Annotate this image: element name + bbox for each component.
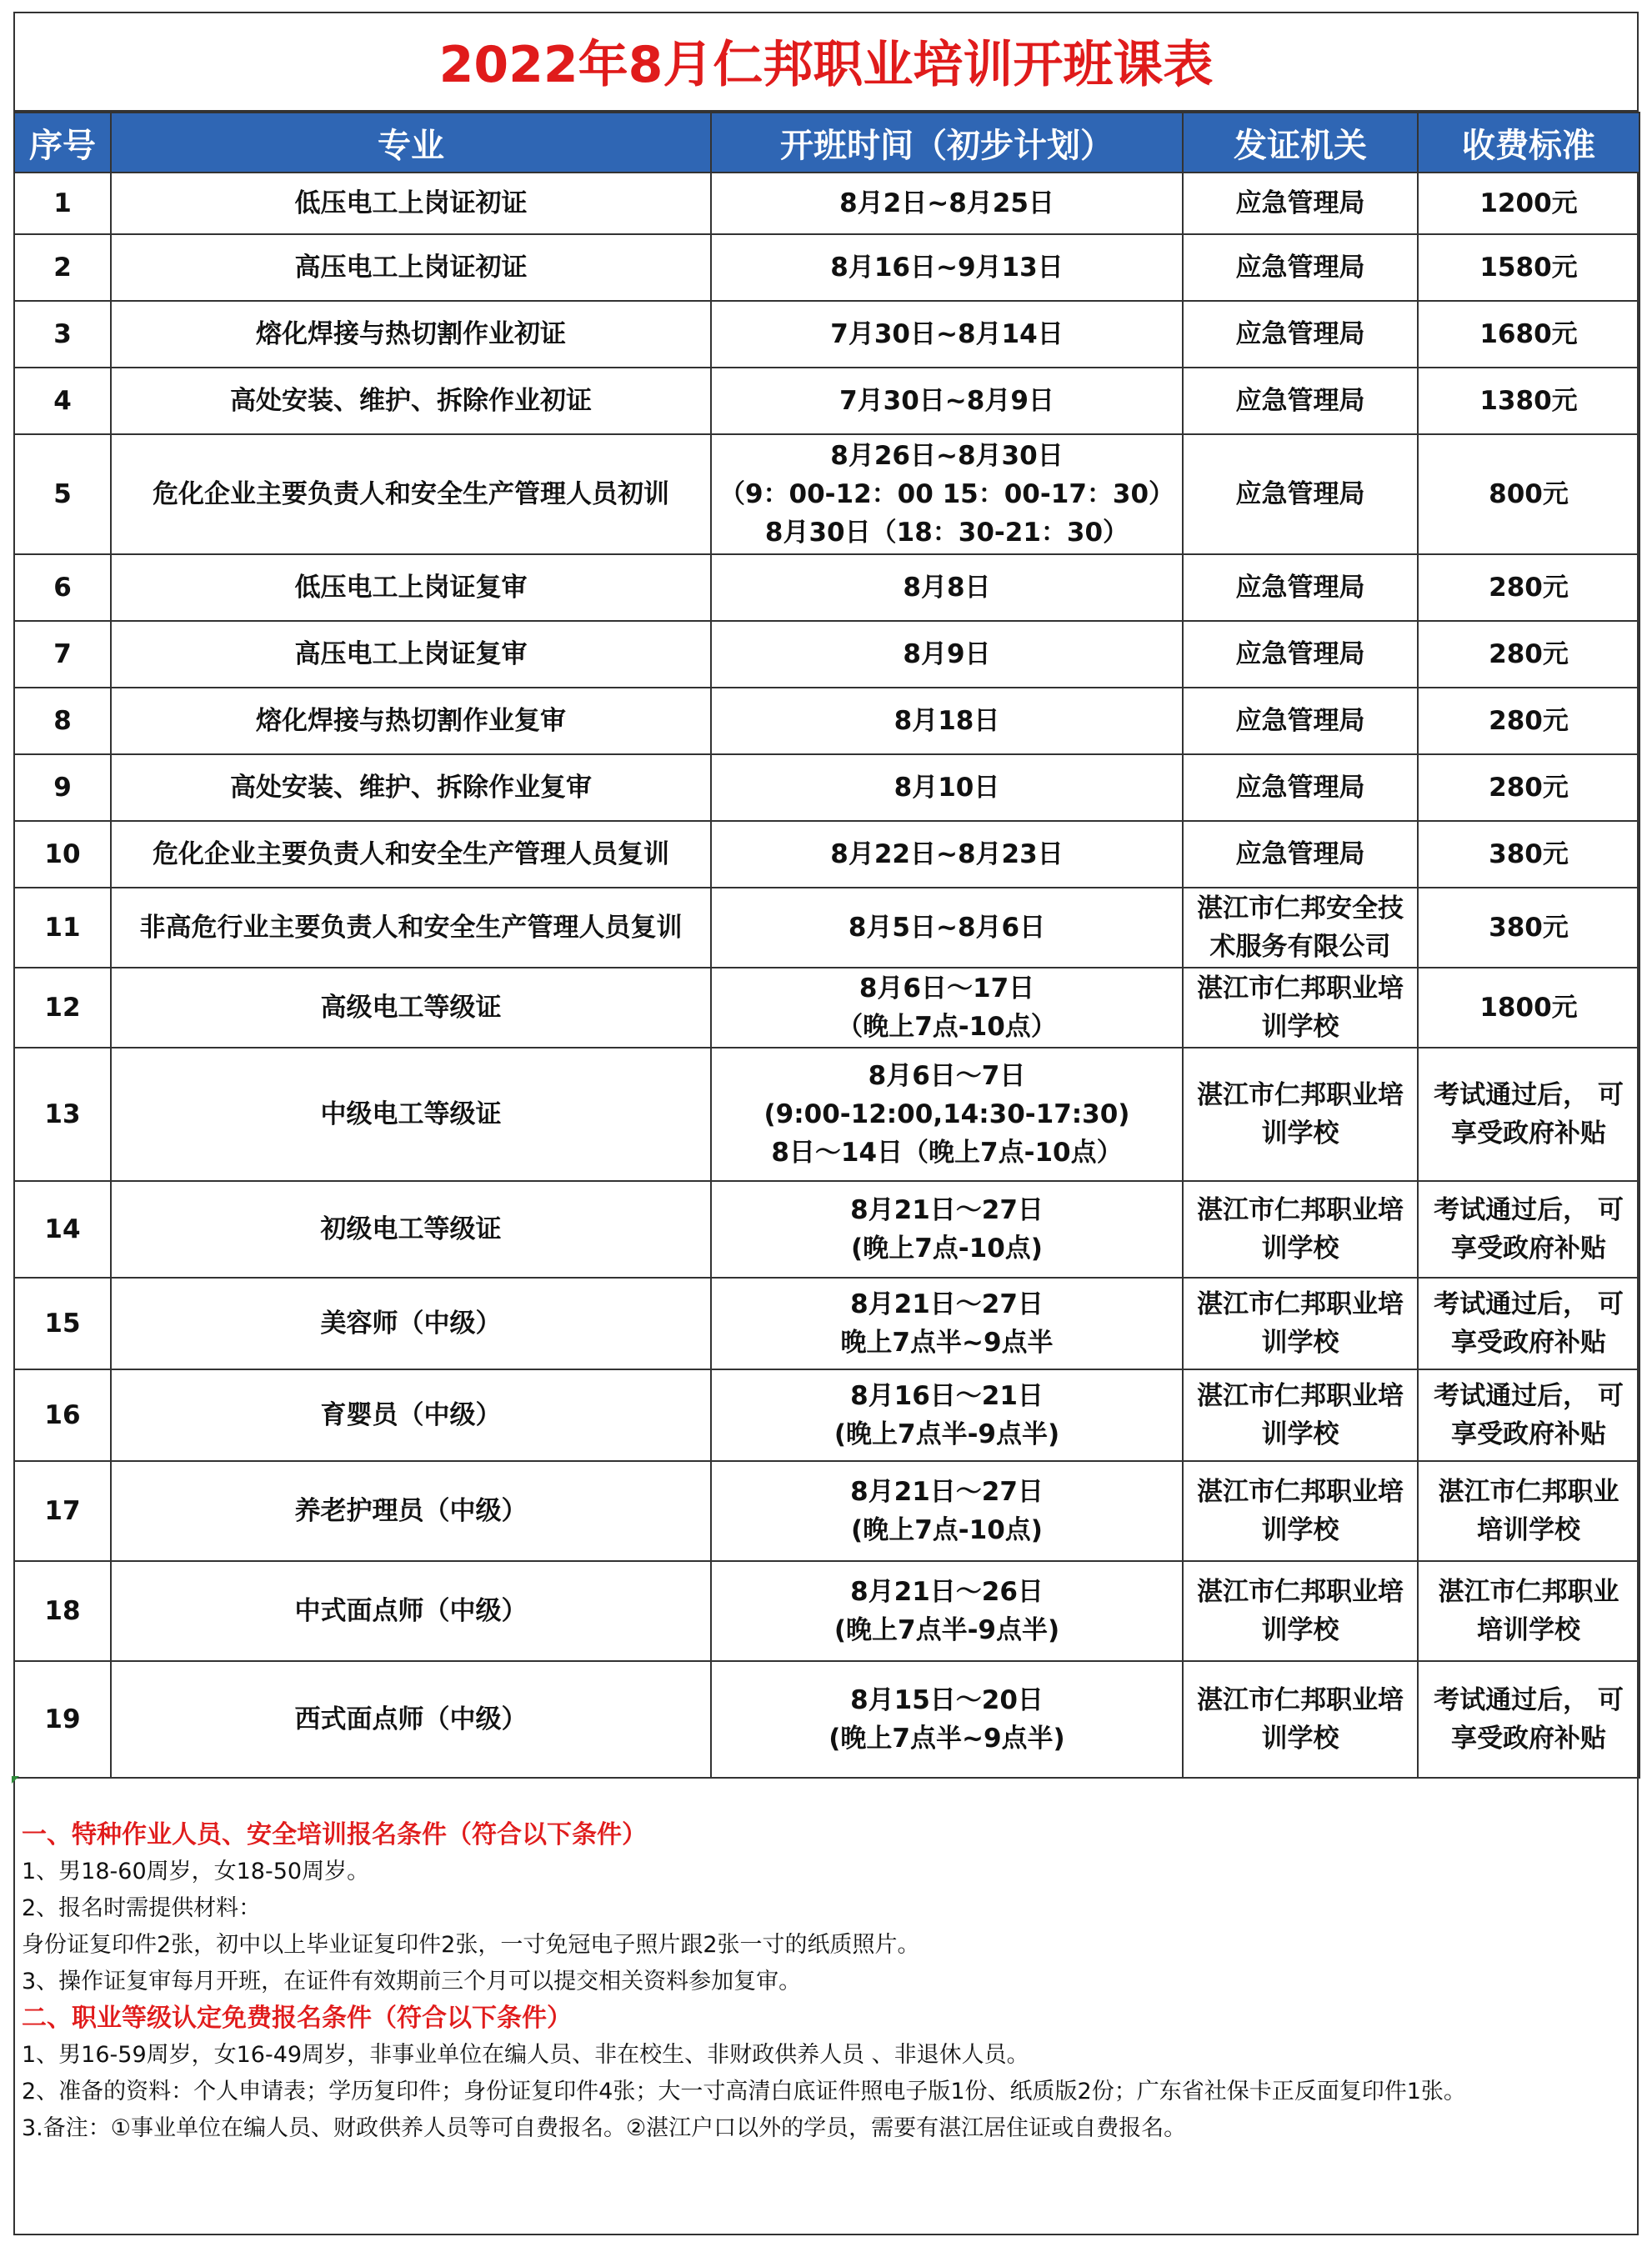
cell-fee: [1418, 1461, 1639, 1561]
cell-authority: [1183, 1369, 1418, 1461]
cell-authority-line: 应急管理局: [1235, 479, 1365, 509]
cell-authority-line: 应急管理局: [1235, 319, 1365, 349]
cell-index: 17: [14, 1461, 111, 1561]
cell-schedule-line: 8月6日～7日: [868, 1061, 1026, 1091]
cell-major: 中式面点师（中级）: [111, 1561, 711, 1661]
page-title: 2022年8月仁邦职业培训开班课表: [13, 12, 1639, 112]
cell-authority-line: 训学校: [1261, 1419, 1339, 1449]
cell-fee: [1418, 688, 1639, 754]
cell-authority: [1183, 1461, 1418, 1561]
cell-index: 2: [14, 234, 111, 301]
cell-index: 16: [14, 1369, 111, 1461]
cell-major: 熔化焊接与热切割作业复审: [111, 688, 711, 754]
cell-fee-line: 380元: [1489, 913, 1569, 943]
notes-section: [13, 1817, 1639, 2147]
cell-fee: [1418, 234, 1639, 301]
cell-authority-line: 训学校: [1261, 1118, 1339, 1149]
cell-index: 6: [14, 554, 111, 621]
cell-schedule-line: 8月26日~8月30日: [830, 441, 1064, 471]
cell-authority: [1183, 173, 1418, 234]
cell-schedule-line: (晚上7点半~9点半): [829, 1724, 1065, 1754]
cell-authority: [1183, 1561, 1418, 1661]
cell-schedule: [711, 554, 1183, 621]
cell-authority-line: 应急管理局: [1235, 253, 1365, 283]
cell-index: 11: [14, 888, 111, 968]
cell-schedule: [711, 688, 1183, 754]
cell-major: 高处安装、维护、拆除作业初证: [111, 368, 711, 434]
cell-major: 低压电工上岗证初证: [111, 173, 711, 234]
cell-index: 15: [14, 1278, 111, 1369]
cell-authority: [1183, 554, 1418, 621]
cell-authority: [1183, 621, 1418, 688]
cell-authority-line: 湛江市仁邦职业培: [1197, 1477, 1404, 1507]
cell-major: 低压电工上岗证复审: [111, 554, 711, 621]
table-row: [14, 368, 1639, 434]
cell-authority: [1183, 888, 1418, 968]
cell-authority-line: 训学校: [1261, 1615, 1339, 1645]
cell-authority-line: 应急管理局: [1235, 386, 1365, 416]
table-row: [14, 434, 1639, 554]
cell-schedule: [711, 1461, 1183, 1561]
cell-index: 18: [14, 1561, 111, 1661]
cell-schedule: [711, 1661, 1183, 1778]
cell-authority: [1183, 1278, 1418, 1369]
cell-major: 高压电工上岗证初证: [111, 234, 711, 301]
cell-index: 13: [14, 1048, 111, 1181]
header-schedule: 开班时间（初步计划）: [711, 113, 1183, 173]
cell-fee-line: 享受政府补贴: [1451, 1724, 1606, 1754]
notes-item: 身份证复印件2张，初中以上毕业证复印件2张，一寸免冠电子照片跟2张一寸的纸质照片。: [22, 1932, 920, 1958]
cell-fee-line: 800元: [1489, 479, 1569, 509]
cell-fee-line: 考试通过后， 可: [1434, 1289, 1624, 1319]
cell-fee: [1418, 368, 1639, 434]
table-row: [14, 1661, 1639, 1778]
cell-authority-line: 应急管理局: [1235, 188, 1365, 218]
cell-schedule: [711, 1369, 1183, 1461]
cell-fee: [1418, 301, 1639, 368]
cell-major: 养老护理员（中级）: [111, 1461, 711, 1561]
cell-authority: [1183, 368, 1418, 434]
cell-schedule-line: （晚上7点-10点）: [837, 1012, 1057, 1042]
cell-index: 9: [14, 754, 111, 821]
cell-schedule-line: 8日～14日（晚上7点-10点）: [771, 1138, 1123, 1168]
cell-authority-line: 术服务有限公司: [1209, 932, 1391, 962]
cell-index: 19: [14, 1661, 111, 1778]
cell-schedule-line: (晚上7点-10点): [851, 1234, 1043, 1264]
table-row: [14, 888, 1639, 968]
cell-fee: [1418, 173, 1639, 234]
table-row: [14, 621, 1639, 688]
cell-schedule: [711, 888, 1183, 968]
cell-authority: [1183, 1048, 1418, 1181]
cell-fee: [1418, 621, 1639, 688]
cell-schedule-line: 8月21日～27日: [850, 1195, 1044, 1225]
cell-schedule-line: 8月6日～17日: [859, 973, 1035, 1003]
cell-authority-line: 训学校: [1261, 1724, 1339, 1754]
cell-fee-line: 享受政府补贴: [1451, 1234, 1606, 1264]
cell-fee: [1418, 1278, 1639, 1369]
cell-fee-line: 培训学校: [1477, 1515, 1580, 1545]
cell-authority: [1183, 1181, 1418, 1278]
cell-fee-line: 培训学校: [1477, 1615, 1580, 1645]
cell-schedule: [711, 968, 1183, 1048]
cell-schedule-line: 8月21日～26日: [850, 1577, 1044, 1607]
cell-major: 西式面点师（中级）: [111, 1661, 711, 1778]
cell-index: 4: [14, 368, 111, 434]
cell-authority-line: 训学校: [1261, 1515, 1339, 1545]
cell-authority-line: 应急管理局: [1235, 706, 1365, 736]
cell-fee: [1418, 888, 1639, 968]
cell-index: 5: [14, 434, 111, 554]
header-major: 专业: [111, 113, 711, 173]
cell-schedule-line: 8月16日~9月13日: [830, 253, 1064, 283]
cell-major: 高压电工上岗证复审: [111, 621, 711, 688]
cell-authority-line: 湛江市仁邦职业培: [1197, 973, 1404, 1003]
cell-authority: [1183, 434, 1418, 554]
cell-schedule-line: 8月30日（18：30-21：30）: [764, 518, 1129, 548]
notes-item: 3.备注：①事业单位在编人员、财政供养人员等可自费报名。②湛江户口以外的学员，需要有湛江居住证或自费报名。: [22, 2115, 1187, 2141]
cell-schedule: [711, 434, 1183, 554]
cell-authority-line: 应急管理局: [1235, 839, 1365, 869]
cell-authority-line: 训学校: [1261, 1328, 1339, 1358]
cell-major: 中级电工等级证: [111, 1048, 711, 1181]
notes-section1-title: 一、特种作业人员、安全培训报名条件（符合以下条件）: [22, 1820, 647, 1849]
header-fee: 收费标准: [1418, 113, 1639, 173]
cell-authority-line: 应急管理局: [1235, 573, 1365, 603]
table-body: [14, 173, 1639, 1778]
cell-index: 8: [14, 688, 111, 754]
cell-authority: [1183, 1661, 1418, 1778]
cell-authority-line: 湛江市仁邦职业培: [1197, 1289, 1404, 1319]
cell-major: 初级电工等级证: [111, 1181, 711, 1278]
cell-fee-line: 1380元: [1479, 386, 1578, 416]
cell-major: 危化企业主要负责人和安全生产管理人员复训: [111, 821, 711, 888]
cell-fee-line: 考试通过后， 可: [1434, 1381, 1624, 1411]
cell-index: 7: [14, 621, 111, 688]
cell-fee: [1418, 821, 1639, 888]
cell-authority-line: 湛江市仁邦职业培: [1197, 1195, 1404, 1225]
table-row: [14, 173, 1639, 234]
table-row: [14, 968, 1639, 1048]
cell-schedule-line: 8月5日~8月6日: [848, 913, 1046, 943]
notes-section2-title: 二、职业等级认定免费报名条件（符合以下条件）: [22, 2004, 572, 2033]
cell-authority-line: 湛江市仁邦职业培: [1197, 1685, 1404, 1715]
cell-schedule-line: 8月22日~8月23日: [830, 839, 1064, 869]
cell-fee-line: 考试通过后， 可: [1434, 1685, 1624, 1715]
table-row: [14, 234, 1639, 301]
cell-index: 10: [14, 821, 111, 888]
cell-schedule-line: 8月9日: [903, 639, 991, 669]
cell-fee-line: 享受政府补贴: [1451, 1328, 1606, 1358]
cell-authority-line: 应急管理局: [1235, 773, 1365, 803]
cell-schedule-line: 8月10日: [894, 773, 1000, 803]
table-row: [14, 754, 1639, 821]
cell-authority: [1183, 968, 1418, 1048]
notes-item: 2、准备的资料：个人申请表；学历复印件；身份证复印件4张；大一寸高清白底证件照电子版1份、纸质版2份；广东省社保卡正反面复印件1张。: [22, 2079, 1466, 2104]
cell-schedule: [711, 234, 1183, 301]
cell-authority-line: 湛江市仁邦安全技: [1197, 893, 1404, 923]
cell-schedule: [711, 368, 1183, 434]
cell-schedule-line: 8月2日~8月25日: [839, 188, 1054, 218]
cell-schedule-line: 7月30日~8月9日: [839, 386, 1054, 416]
cell-fee: [1418, 968, 1639, 1048]
cell-fee-line: 280元: [1489, 639, 1569, 669]
cell-fee: [1418, 554, 1639, 621]
cell-major: 育婴员（中级）: [111, 1369, 711, 1461]
cell-schedule: [711, 301, 1183, 368]
cell-fee-line: 1580元: [1479, 253, 1578, 283]
cell-major: 危化企业主要负责人和安全生产管理人员初训: [111, 434, 711, 554]
cell-authority: [1183, 754, 1418, 821]
cell-major: 非高危行业主要负责人和安全生产管理人员复训: [111, 888, 711, 968]
cell-fee-line: 280元: [1489, 773, 1569, 803]
cell-major: 美容师（中级）: [111, 1278, 711, 1369]
table-row: [14, 1048, 1639, 1181]
cell-fee: [1418, 1369, 1639, 1461]
table-row: [14, 1181, 1639, 1278]
cell-index: 12: [14, 968, 111, 1048]
table-header-row: [14, 113, 1639, 173]
table-row: [14, 1561, 1639, 1661]
cell-authority: [1183, 821, 1418, 888]
cell-fee-line: 湛江市仁邦职业: [1438, 1477, 1619, 1507]
header-authority: 发证机关: [1183, 113, 1418, 173]
table-row: [14, 821, 1639, 888]
cell-schedule: [711, 1561, 1183, 1661]
cell-authority-line: 训学校: [1261, 1012, 1339, 1042]
cell-fee-line: 考试通过后， 可: [1434, 1195, 1624, 1225]
cell-fee: [1418, 1048, 1639, 1181]
cell-marker-icon: [12, 1776, 19, 1784]
cell-index: 1: [14, 173, 111, 234]
schedule-table: [13, 112, 1640, 1779]
cell-authority: [1183, 301, 1418, 368]
notes-item: 1、男18-60周岁，女18-50周岁。: [22, 1859, 370, 1884]
notes-item: 3、操作证复审每月开班，在证件有效期前三个月可以提交相关资料参加复审。: [22, 1969, 802, 1994]
cell-fee-line: 380元: [1489, 839, 1569, 869]
cell-fee: [1418, 1661, 1639, 1778]
cell-schedule-line: 8月21日～27日: [850, 1477, 1044, 1507]
cell-fee-line: 享受政府补贴: [1451, 1118, 1606, 1149]
table-row: [14, 1461, 1639, 1561]
cell-fee: [1418, 754, 1639, 821]
cell-schedule: [711, 621, 1183, 688]
table-row: [14, 1369, 1639, 1461]
cell-index: 3: [14, 301, 111, 368]
cell-major: 高级电工等级证: [111, 968, 711, 1048]
cell-schedule-line: (晚上7点-10点): [851, 1515, 1043, 1545]
cell-fee: [1418, 1561, 1639, 1661]
cell-schedule: [711, 173, 1183, 234]
cell-schedule: [711, 754, 1183, 821]
cell-fee-line: 1680元: [1479, 319, 1578, 349]
cell-fee-line: 1200元: [1479, 188, 1578, 218]
cell-fee-line: 1800元: [1479, 993, 1578, 1023]
notes-item: 1、男16-59周岁，女16-49周岁，非事业单位在编人员、非在校生、非财政供养人员 、非退休人员。: [22, 2042, 1029, 2068]
cell-schedule: [711, 1048, 1183, 1181]
cell-schedule-line: 8月18日: [894, 706, 1000, 736]
cell-major: 熔化焊接与热切割作业初证: [111, 301, 711, 368]
cell-schedule-line: (晚上7点半-9点半): [834, 1419, 1060, 1449]
table-row: [14, 554, 1639, 621]
cell-schedule-line: （9：00-12：00 15：00-17：30）: [718, 479, 1175, 509]
notes-item: 2、报名时需提供材料：: [22, 1895, 262, 1921]
cell-fee-line: 享受政府补贴: [1451, 1419, 1606, 1449]
cell-fee: [1418, 1181, 1639, 1278]
cell-authority: [1183, 234, 1418, 301]
cell-authority-line: 湛江市仁邦职业培: [1197, 1577, 1404, 1607]
cell-authority-line: 应急管理局: [1235, 639, 1365, 669]
cell-fee-line: 考试通过后， 可: [1434, 1080, 1624, 1110]
cell-schedule: [711, 821, 1183, 888]
cell-authority-line: 湛江市仁邦职业培: [1197, 1080, 1404, 1110]
cell-schedule-line: 8月16日～21日: [850, 1381, 1044, 1411]
table-row: [14, 688, 1639, 754]
cell-fee-line: 280元: [1489, 573, 1569, 603]
cell-schedule: [711, 1278, 1183, 1369]
table-row: [14, 1278, 1639, 1369]
cell-fee: [1418, 434, 1639, 554]
cell-authority-line: 湛江市仁邦职业培: [1197, 1381, 1404, 1411]
cell-authority: [1183, 688, 1418, 754]
cell-schedule-line: (9:00-12:00,14:30-17:30): [763, 1099, 1130, 1129]
cell-schedule: [711, 1181, 1183, 1278]
cell-schedule-line: 8月8日: [903, 573, 991, 603]
cell-fee-line: 280元: [1489, 706, 1569, 736]
cell-schedule-line: (晚上7点半-9点半): [834, 1615, 1060, 1645]
cell-fee-line: 湛江市仁邦职业: [1438, 1577, 1619, 1607]
cell-major: 高处安装、维护、拆除作业复审: [111, 754, 711, 821]
cell-authority-line: 训学校: [1261, 1234, 1339, 1264]
cell-schedule-line: 7月30日~8月14日: [830, 319, 1064, 349]
cell-schedule-line: 8月21日～27日: [850, 1289, 1044, 1319]
cell-schedule-line: 晚上7点半~9点半: [840, 1328, 1054, 1358]
cell-schedule-line: 8月15日～20日: [850, 1685, 1044, 1715]
header-index: 序号: [14, 113, 111, 173]
cell-index: 14: [14, 1181, 111, 1278]
table-row: [14, 301, 1639, 368]
